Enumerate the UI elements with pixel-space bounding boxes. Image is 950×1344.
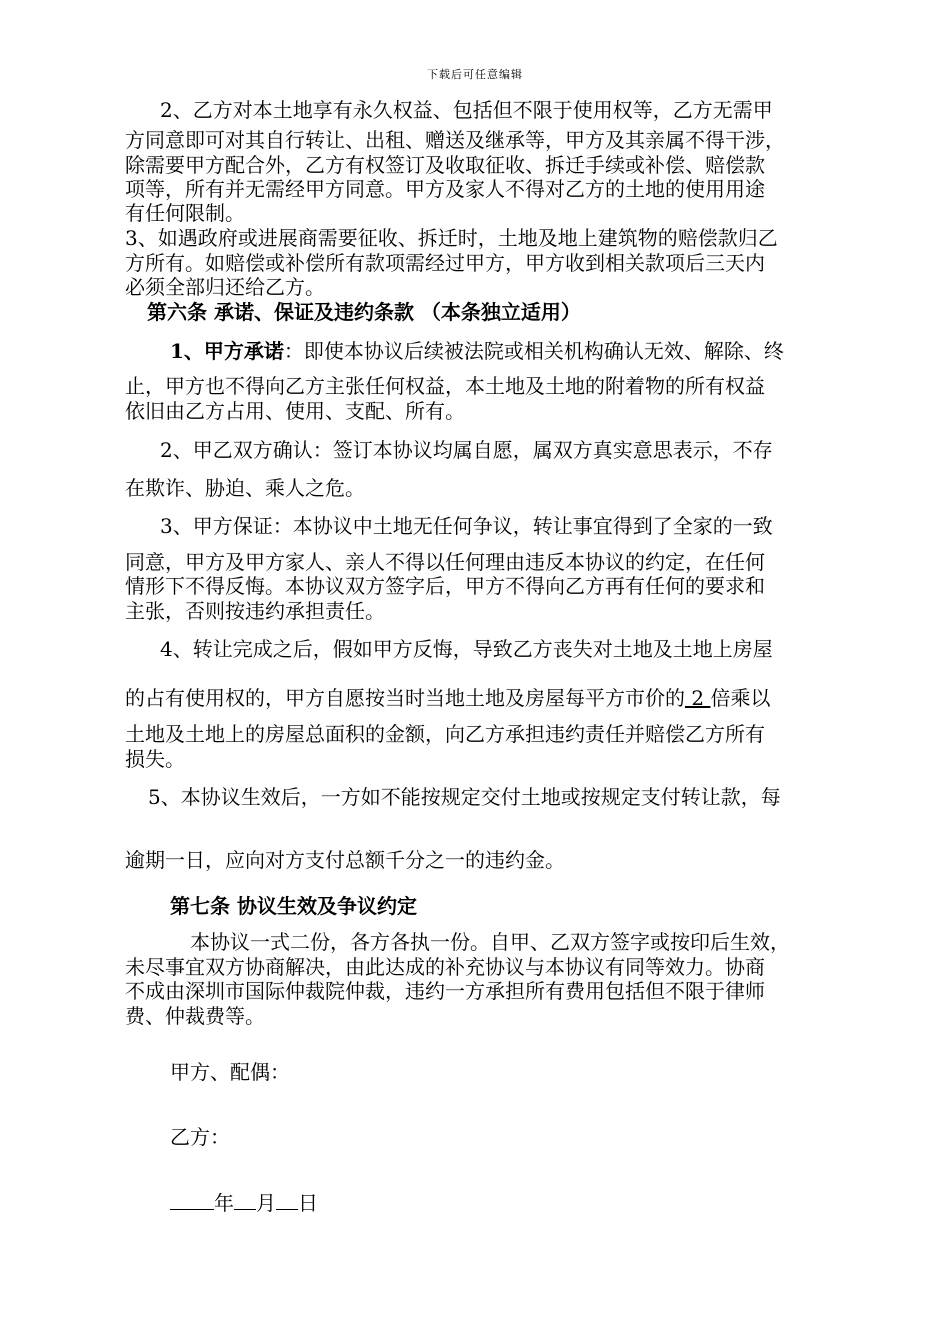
clause-6-4-text-pre: 的占有使用权的，甲方自愿按当时当地土地及房屋每平方市价的: [125, 686, 685, 710]
date-line: [170, 1190, 318, 1216]
clause-5-2-line-1: 2、乙方对本土地享有永久权益、包括但不限于使用权等，乙方无需甲: [160, 98, 773, 122]
clause-6-1-lead: 1、甲方承诺: [170, 339, 284, 363]
clause-6-1-line-1: [170, 338, 784, 364]
clause-7-line-2: 未尽事宜双方协商解决，由此达成的补充协议与本协议有同等效力。协商: [125, 955, 765, 979]
article-7-heading: 第七条 协议生效及争议约定: [170, 894, 417, 918]
page-header: 下载后可任意编辑: [427, 68, 523, 81]
clause-6-1-text: ：即使本协议后续被法院或相关机构确认无效、解除、终: [283, 339, 784, 363]
clause-7-line-3: 不成由深圳市国际仲裁院仲裁，违约一方承担所有费用包括但不限于律师: [125, 979, 765, 1003]
year-label: 年: [214, 1191, 234, 1215]
clause-5-3-line-1: 3、如遇政府或进展商需要征收、拆迁时，土地及地上建筑物的赔偿款归乙: [125, 226, 778, 250]
clause-6-3-line-1: 3、甲方保证：本协议中土地无任何争议，转让事宜得到了全家的一致: [160, 514, 773, 538]
clause-6-1-line-2: 止，甲方也不得向乙方主张任何权益，本土地及土地的附着物的所有权益: [125, 374, 765, 398]
clause-5-2-line-3: 除需要甲方配合外，乙方有权签订及收取征收、拆迁手续或补偿、赔偿款: [125, 153, 765, 177]
clause-6-4-text-post: 倍乘以: [710, 686, 771, 710]
clause-5-3-line-2: 方所有。如赔偿或补偿所有款项需经过甲方，甲方收到相关款项后三天内: [125, 251, 765, 275]
clause-7-line-4: 费、仲裁费等。: [125, 1004, 265, 1028]
party-b-signature-label: 乙方：: [170, 1125, 230, 1149]
clause-6-2-line-1: 2、甲乙双方确认：签订本协议均属自愿，属双方真实意思表示，不存: [160, 438, 773, 462]
clause-5-2-line-5: 有任何限制。: [125, 201, 245, 225]
clause-6-3-line-3: 情形下不得反悔。本协议双方签字后，甲方不得向乙方再有任何的要求和: [125, 574, 765, 598]
day-blank: [276, 1191, 298, 1210]
clause-6-3-line-4: 主张，否则按违约承担责任。: [125, 599, 385, 623]
year-blank: [170, 1191, 214, 1210]
month-blank: [234, 1191, 256, 1210]
clause-6-4-line-3: 土地及土地上的房屋总面积的金额，向乙方承担违约责任并赔偿乙方所有: [125, 722, 765, 746]
clause-6-1-line-3: 依旧由乙方占用、使用、支配、所有。: [125, 399, 465, 423]
clause-6-5-line-2: 逾期一日，应向对方支付总额千分之一的违约金。: [125, 848, 565, 872]
multiplier-value: 2: [685, 686, 711, 710]
clause-6-5-line-1: 5、本协议生效后，一方如不能按规定交付土地或按规定支付转让款，每: [148, 785, 781, 809]
clause-6-2-line-2: 在欺诈、胁迫、乘人之危。: [125, 476, 365, 500]
month-label: 月: [256, 1191, 276, 1215]
clause-7-line-1: 本协议一式二份，各方各执一份。自甲、乙双方签字或按印后生效，: [190, 930, 790, 954]
clause-5-2-line-2: 方同意即可对其自行转让、出租、赠送及继承等，甲方及其亲属不得干涉，: [125, 128, 785, 152]
clause-6-4-line-2: [125, 685, 770, 711]
clause-6-4-line-1: 4、转让完成之后，假如甲方反悔，导致乙方丧失对土地及土地上房屋: [160, 637, 773, 661]
day-label: 日: [298, 1191, 318, 1215]
clause-6-4-line-4: 损失。: [125, 747, 185, 771]
party-a-signature-label: 甲方、配偶：: [170, 1060, 290, 1084]
clause-5-3-line-3: 必须全部归还给乙方。: [125, 275, 325, 299]
clause-6-3-line-2: 同意，甲方及甲方家人、亲人不得以任何理由违反本协议的约定，在任何: [125, 550, 765, 574]
article-6-heading: 第六条 承诺、保证及违约条款 （本条独立适用）: [147, 300, 581, 324]
clause-5-2-line-4: 项等，所有并无需经甲方同意。甲方及家人不得对乙方的土地的使用用途: [125, 177, 765, 201]
